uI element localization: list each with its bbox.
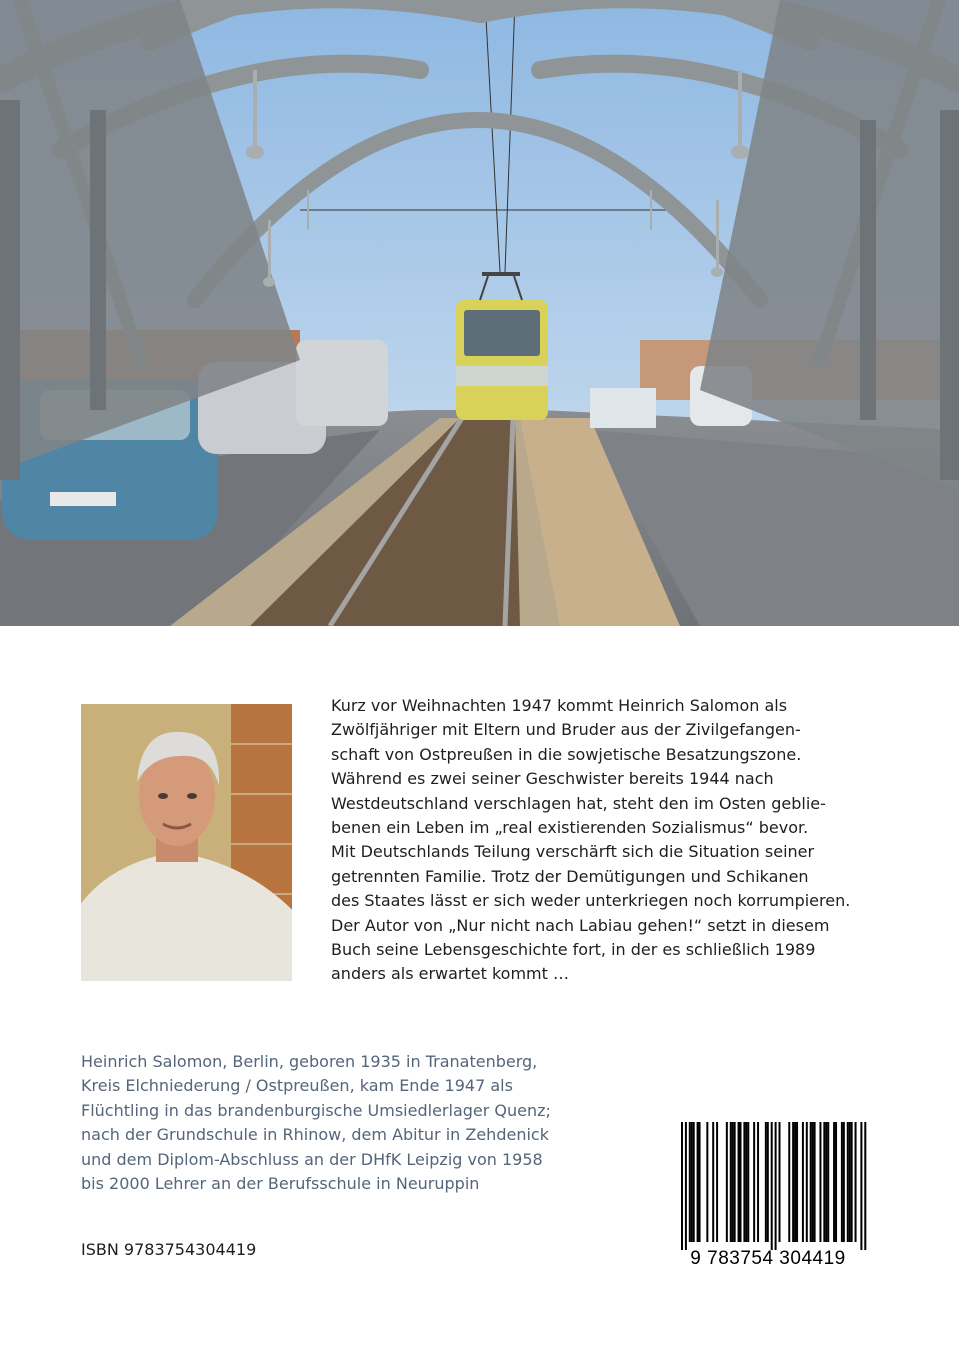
blurb-line: Buch seine Lebensgeschichte fort, in der es schließlich 1989 — [331, 940, 816, 960]
barcode-bar — [855, 1122, 857, 1242]
barcode-bar — [796, 1122, 798, 1242]
barcode-digits: 9 783754 304419 — [690, 1248, 846, 1268]
barcode-bar — [691, 1122, 693, 1242]
barcode-bar — [730, 1122, 732, 1242]
barcode-bar — [849, 1122, 851, 1242]
barcode-bar — [745, 1122, 747, 1242]
bio-line: nach der Grundschule in Rhinow, dem Abitur in Zehdenick — [81, 1125, 549, 1145]
bio-line: Kreis Elchniederung / Ostpreußen, kam Ende 1947 als — [81, 1076, 513, 1096]
barcode-bar — [810, 1122, 812, 1242]
barcode-bar — [712, 1122, 714, 1242]
cover-photo-bridge-tram — [0, 0, 959, 626]
barcode-bar — [841, 1122, 843, 1242]
barcode-bar — [767, 1122, 769, 1242]
barcode-bar — [738, 1122, 740, 1242]
isbn-label: ISBN 9783754304419 — [81, 1240, 257, 1259]
blurb-line: Kurz vor Weihnachten 1947 kommt Heinrich Salomon als — [331, 696, 788, 715]
barcode-bar — [819, 1122, 821, 1242]
barcode-bar — [825, 1122, 827, 1242]
barcode-bar — [775, 1122, 777, 1250]
barcode-bar — [851, 1122, 853, 1242]
barcode-bar — [740, 1122, 742, 1242]
barcode-bar — [732, 1122, 734, 1242]
barcode-bar — [833, 1122, 835, 1242]
barcode-bar — [716, 1122, 718, 1242]
barcode-bar — [860, 1122, 862, 1250]
blurb-line: getrennten Familie. Trotz der Demütigungen und Schikanen — [331, 866, 809, 886]
barcode-bar — [864, 1122, 866, 1250]
book-blurb — [331, 694, 891, 987]
barcode-bar — [757, 1122, 759, 1242]
barcode-bar — [812, 1122, 814, 1242]
barcode-bar — [765, 1122, 767, 1242]
barcode-bar — [823, 1122, 825, 1242]
barcode-bar — [747, 1122, 749, 1242]
barcode-bar — [685, 1122, 687, 1250]
barcode-bar — [681, 1122, 683, 1250]
barcode-bar — [726, 1122, 728, 1242]
barcode-bar — [827, 1122, 829, 1242]
author-bio — [81, 1050, 601, 1196]
barcode-bar — [734, 1122, 736, 1242]
blurb-line: Mit Deutschlands Teilung verschärft sich die Situation seiner — [331, 842, 815, 862]
blurb-line: schaft von Ostpreußen in die sowjetische Besatzungszone. — [331, 744, 802, 764]
barcode-bar — [693, 1122, 695, 1242]
barcode-bar — [792, 1122, 794, 1242]
barcode-bar — [699, 1122, 701, 1242]
barcode-bar — [753, 1122, 755, 1242]
bio-line: Heinrich Salomon, Berlin, geboren 1935 in Tranatenberg, — [81, 1052, 538, 1071]
barcode-bar — [788, 1122, 790, 1242]
barcode-bar — [689, 1122, 691, 1242]
bio-line: bis 2000 Lehrer an der Berufsschule in Neuruppin — [81, 1174, 480, 1194]
blurb-line: Der Autor von „Nur nicht nach Labiau gehen!“ setzt in diesem — [331, 915, 830, 935]
barcode-bar — [802, 1122, 804, 1242]
blurb-line: Westdeutschland verschlagen hat, steht den im Osten geblie- — [331, 793, 826, 813]
isbn-barcode — [668, 1122, 868, 1268]
blurb-line: Während es zwei seiner Geschwister bereits 1944 nach — [331, 769, 774, 789]
barcode-bar — [771, 1122, 773, 1250]
barcode-bar — [743, 1122, 745, 1242]
bio-line: Flüchtling in das brandenburgische Umsiedlerlager Quenz; — [81, 1100, 551, 1120]
blurb-line: anders als erwartet kommt … — [331, 964, 569, 984]
barcode-bar — [847, 1122, 849, 1242]
blurb-line: Zwölfjähriger mit Eltern und Bruder aus der Zivilgefangen- — [331, 720, 801, 740]
barcode-bar — [843, 1122, 845, 1242]
barcode-bar — [706, 1122, 708, 1242]
barcode-bar — [814, 1122, 816, 1242]
barcode-bar — [779, 1122, 781, 1242]
author-portrait — [81, 704, 292, 981]
blurb-line: des Staates lässt er sich weder unterkriegen noch korrumpieren. — [331, 891, 851, 911]
blurb-line: benen ein Leben im „real existierenden Sozialismus“ bevor. — [331, 818, 809, 838]
barcode-bar — [835, 1122, 837, 1242]
barcode-bar — [697, 1122, 699, 1242]
barcode-bar — [794, 1122, 796, 1242]
bio-line: und dem Diplom-Abschluss an der DHfK Leipzig von 1958 — [81, 1149, 543, 1169]
barcode-bar — [806, 1122, 808, 1242]
